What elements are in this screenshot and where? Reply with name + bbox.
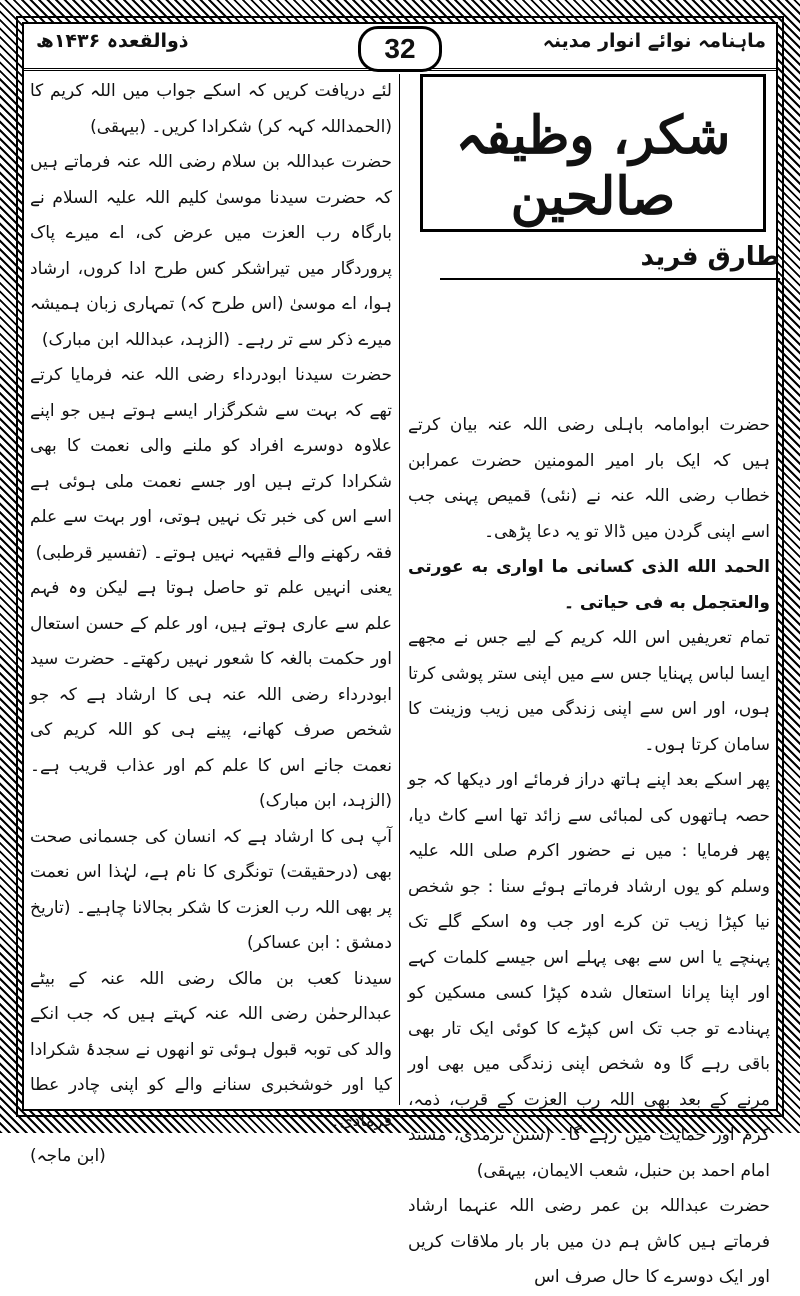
article-title-box bbox=[420, 74, 766, 232]
article-title: شکر، وظیفہ صالحین bbox=[455, 105, 731, 227]
paragraph: یعنی انہیں علم تو حاصل ہوتا ہے لیکن وہ فہم علم سے عاری ہوتے ہیں، اور علم کے حسن استعال اور حکمت بالغہ کا شعور نہیں رکھتے۔ حضرت سید ابودرداء رضی اللہ عنہ ہی کا ارشاد ہے کہ جو شخص صرف کھانے، پینے ہی کو اللہ کریم کی نعمت جانے اس کا علم کم اور عذاب قریب ہے۔ (الزہد، ابن مبارک) bbox=[30, 578, 392, 811]
arabic-dua: الحمد الله الذی کسانی ما اواری به عورتی والعتجمل به فی حیاتی ۔ bbox=[408, 557, 770, 613]
paragraph: لئے دریافت کریں کہ اسکے جواب میں اللہ کریم کا (الحمداللہ کہہ کر) شکرادا کریں۔ (بیہقی) bbox=[30, 81, 392, 137]
page-number-badge: 32 bbox=[358, 26, 442, 72]
reference: (ابن ماجہ) bbox=[30, 1146, 106, 1166]
paragraph: حضرت ابوامامہ باہلی رضی اللہ عنہ بیان کرتے ہیں کہ ایک بار امیر المومنین حضرت عمرابن خطاب رضی اللہ عنہ نے (نئی) قمیص پہنی جب اسے اپنی گردن میں ڈالا تو یہ دعا پڑھی۔ bbox=[408, 415, 770, 542]
paragraph: سیدنا کعب بن مالک رضی اللہ عنہ کے بیٹے عبدالرحمٰن رضی اللہ عنہ کہتے ہیں کہ جب انکے والد کی توبہ قبول ہوئی تو انھوں نے سجدۂ شکرادا کیا اور خوشخبری سنانے والے کو اپنی چادر عطا فرمادی۔ bbox=[30, 968, 392, 1131]
paragraph: حضرت سیدنا ابودرداء رضی اللہ عنہ فرمایا کرتے تھے کہ بہت سے شکرگزار ایسے ہوتے ہیں جو اپنے علاوہ دوسرے افراد کو ملنے والی نعمت کا بھی شکرادا کرتے ہیں اور جسے نعمت ملی ہوئی ہے اسے اس کی خبر تک نہیں ہوتی، اور بہت سے علم فقہ رکھنے والے فقیہہ نہیں ہوتے۔ (تفسیر قرطبی) bbox=[30, 365, 392, 563]
paragraph: تمام تعریفیں اس اللہ کریم کے لیے جس نے مجھے ایسا لباس پہنایا جس سے میں اپنی ستر پوشی کرتا ہوں، اور اس سے اپنی زندگی میں زیب وزینت کا سامان کرتا ہوں۔ bbox=[408, 628, 770, 755]
paragraph: آپ ہی کا ارشاد ہے کہ انسان کی جسمانی صحت بھی (درحقیقت) تونگری کا نام ہے، لہٰذا اس نعمت پر بھی اللہ رب العزت کا شکر بجالانا چاہیے۔ (تاریخ دمشق : ابن عساکر) bbox=[30, 826, 392, 953]
paragraph: حضرت عبداللہ بن سلام رضی اللہ عنہ فرماتے ہیں کہ حضرت سیدنا موسیٰ کلیم اللہ علیہ السلام نے بارگاہ رب العزت میں عرض کی، اے میرے پاک پروردگار میں تیراشکر کس طرح ادا کروں، ارشاد ہوا، اے موسیٰ (اس طرح کہ) تمہاری زبان ہمیشہ میرے ذکر سے تر رہے۔ (الزہد، عبداللہ ابن مبارک) bbox=[30, 152, 392, 350]
left-column bbox=[30, 74, 392, 1175]
right-column bbox=[408, 408, 770, 1296]
paragraph: حضرت عبداللہ بن عمر رضی اللہ عنہما ارشاد فرماتے ہیں کاش ہم دن میں بار بار ملاقات کریں اور ایک دوسرے کا حال صرف اس bbox=[408, 1196, 770, 1287]
column-divider bbox=[399, 74, 400, 1105]
page-header bbox=[22, 22, 778, 68]
issue-month: ذوالقعدہ ۱۴۳۶ھ bbox=[36, 30, 189, 52]
article-author: طارق فرید bbox=[440, 242, 780, 280]
magazine-name: ماہنامہ نوائے انوار مدینہ bbox=[542, 30, 766, 52]
paragraph: پھر اسکے بعد اپنے ہاتھ دراز فرمائے اور دیکھا کہ جو حصہ ہاتھوں کی لمبائی سے زائد تھا اسے کاٹ دیا، پھر فرمایا : میں نے حضور اکرم صلی اللہ علیہ وسلم کو یوں ارشاد فرماتے ہوئے سنا : جو شخص نیا کپڑا زیب تن کرے اور جب وہ اسکے گلے تک پہنچے یا اس سے بھی پہلے اس جیسے کلمات کہے اور اپنا پرانا استعال شدہ کپڑا کسی مسکین کو پہنادے تو جب تک اس کپڑے کا کوئی ایک تار بھی باقی رہے گا وہ شخص اپنی زندگی میں بھی اور مرنے کے بعد بھی اللہ رب العزت کے قرب، ذمہ، کرم اور حمایت میں رہے گا۔ (سنن ترمذی، مسند امام احمد بن حنبل، شعب الایمان، بیہقی) bbox=[408, 770, 770, 1181]
